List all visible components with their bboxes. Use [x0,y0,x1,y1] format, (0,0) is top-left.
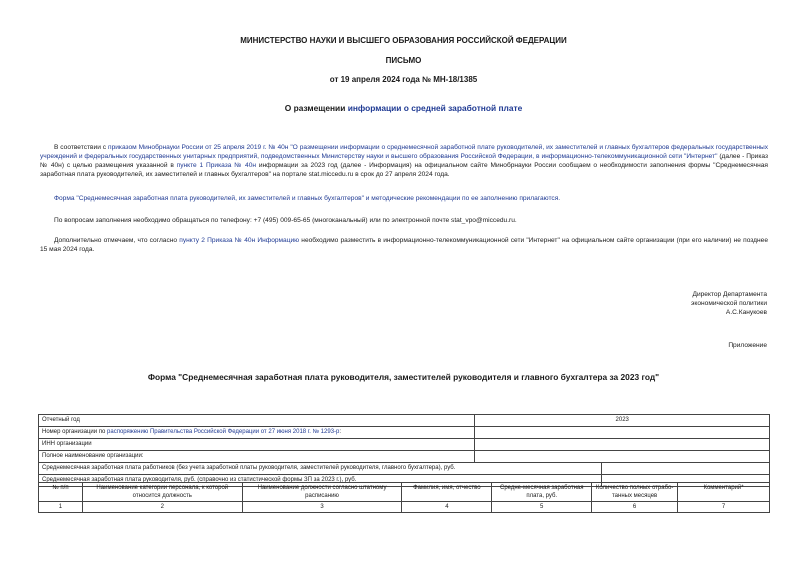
table-row [39,451,770,463]
reporting-year-value[interactable]: 2023 [475,415,770,427]
information-link[interactable]: Информацию [255,237,300,244]
col-header-months: Количество полных отрабо-танных месяцев [592,483,678,502]
inn-value[interactable] [475,439,770,451]
salary-table [38,482,770,513]
p4-text-b: необходимо разместить в информационно-телекоммуникационной сети "Интернет" на официальном сайте организации (при его наличии) не позднее 15 мая 2024 года. [40,237,768,253]
form-title: Форма "Среднемесячная заработная плата руководителя, заместителей руководителя и главного бухгалтера за 2023 год" [147,372,660,382]
government-order-link[interactable]: распоряжению Правительства Российской Федерации от 27 июня 2018 г. № 1293-р [107,429,340,435]
table-row [39,439,770,451]
col-number-1: 1 [39,502,83,513]
paragraph-1 [40,144,768,180]
reporting-year-label: Отчетный год [39,415,475,427]
signature-name: А.С.Канукоев [725,308,767,316]
col-header-position: Наименование должности согласно штатному расписанию [242,483,402,502]
order-40n-point1-link[interactable]: пункте 1 Приказа № 40н [176,161,257,169]
p1-text-a: В соответствии с [54,144,108,151]
col-number-4: 4 [402,502,492,513]
org-number-label [39,427,475,439]
full-name-value[interactable] [475,451,770,463]
org-number-value[interactable] [475,427,770,439]
table-row [39,463,770,475]
ministry-heading: МИНИСТЕРСТВО НАУКИ И ВЫСШЕГО ОБРАЗОВАНИЯ РОССИЙСКОЙ ФЕДЕРАЦИИ [240,36,567,45]
avg-salary-workers-label: Среднемесячная заработная плата работников (без учета заработной платы руководителя, заместителей руководителя, главного бухгалтера), руб. [39,463,602,475]
paragraph-4 [40,237,768,255]
col-header-comment: Комментарий* [678,483,770,502]
p1-text-b: (далее - Приказ № 40н) с целью размещения указанной в [40,152,768,169]
table-number-row [39,502,770,513]
organization-info-table [38,414,770,487]
appendix-label: Приложение [728,342,767,349]
full-name-label: Полное наименование организации: [39,451,475,463]
signature-position: Директор Департамента [692,291,767,298]
col-number-7: 7 [678,502,770,513]
avg-salary-head-label: Среднемесячная заработная плата руководителя, руб. (справочно из статистической формы ЗП за 2023 г.), руб. [39,475,602,487]
table-row [39,427,770,439]
org-number-text-b: : [339,429,342,435]
p4-text-a: Дополнительно отмечаем, что согласно [54,237,180,244]
col-header-salary: Средне-месячная заработная плата, руб. [492,483,592,502]
avg-salary-workers-value[interactable] [602,463,770,475]
paragraph-3-contacts: По вопросам заполнения необходимо обращаться по телефону: +7 (495) 009-65-65 (многоканальный) или по электронной почте stat_vpo@miccedu.ru. [54,217,517,224]
order-40n-point2-link[interactable]: пункту 2 Приказа № 40н [179,237,256,244]
col-number-5: 5 [492,502,592,513]
subject-link[interactable]: информации о средней заработной плате [347,103,523,113]
col-number-3: 3 [242,502,402,513]
col-header-number: № п/п [39,483,83,502]
col-header-fullname: Фамилия, имя, отчество [402,483,492,502]
signature-block [691,291,767,318]
form-attachment-link[interactable]: Форма "Среднемесячная заработная плата руководителей, их заместителей и главных бухгалтеров" и методические рекомендации по ее заполнению прилагаются. [54,195,561,202]
p1-text-c: информации за 2023 год (далее - Информация) на официальном сайте Минобрнауки России сообщаем о необходимости заполнения формы "Среднемесячная заработная плата руководителей, их заместителей и главных бухгалтеров" на портале stat.miccedu.ru в срок до 27 апреля 2024 года. [40,161,768,178]
col-number-6: 6 [592,502,678,513]
inn-label: ИНН организации [39,439,475,451]
col-header-category: Наименование категории персонала, к которой относится должность [82,483,242,502]
subject-prefix: О размещении [284,103,348,113]
document-date-number: от 19 апреля 2024 года № МН-18/1385 [329,75,478,84]
signature-department: экономической политики [691,299,767,307]
table-header-row [39,483,770,502]
letter-subject [0,103,807,114]
paragraph-2 [40,195,768,204]
table-row [39,415,770,427]
document-type: ПИСЬМО [385,56,422,65]
order-40n-link[interactable]: приказом Минобрнауки России от 25 апреля 2019 г. № 40н "О размещении информации о среднемесячной заработной плате руководителей, их заместителей и главных бухгалтеров федеральных государственных учреждений и федеральных государственных унитарных предприятий, подведомственных Министерству науки и высшего образования Российской Федерации, в информационно-телекоммуникационной сети "Интернет" [40,144,769,160]
col-number-2: 2 [82,502,242,513]
org-number-text-a: Номер организации по [42,429,108,435]
